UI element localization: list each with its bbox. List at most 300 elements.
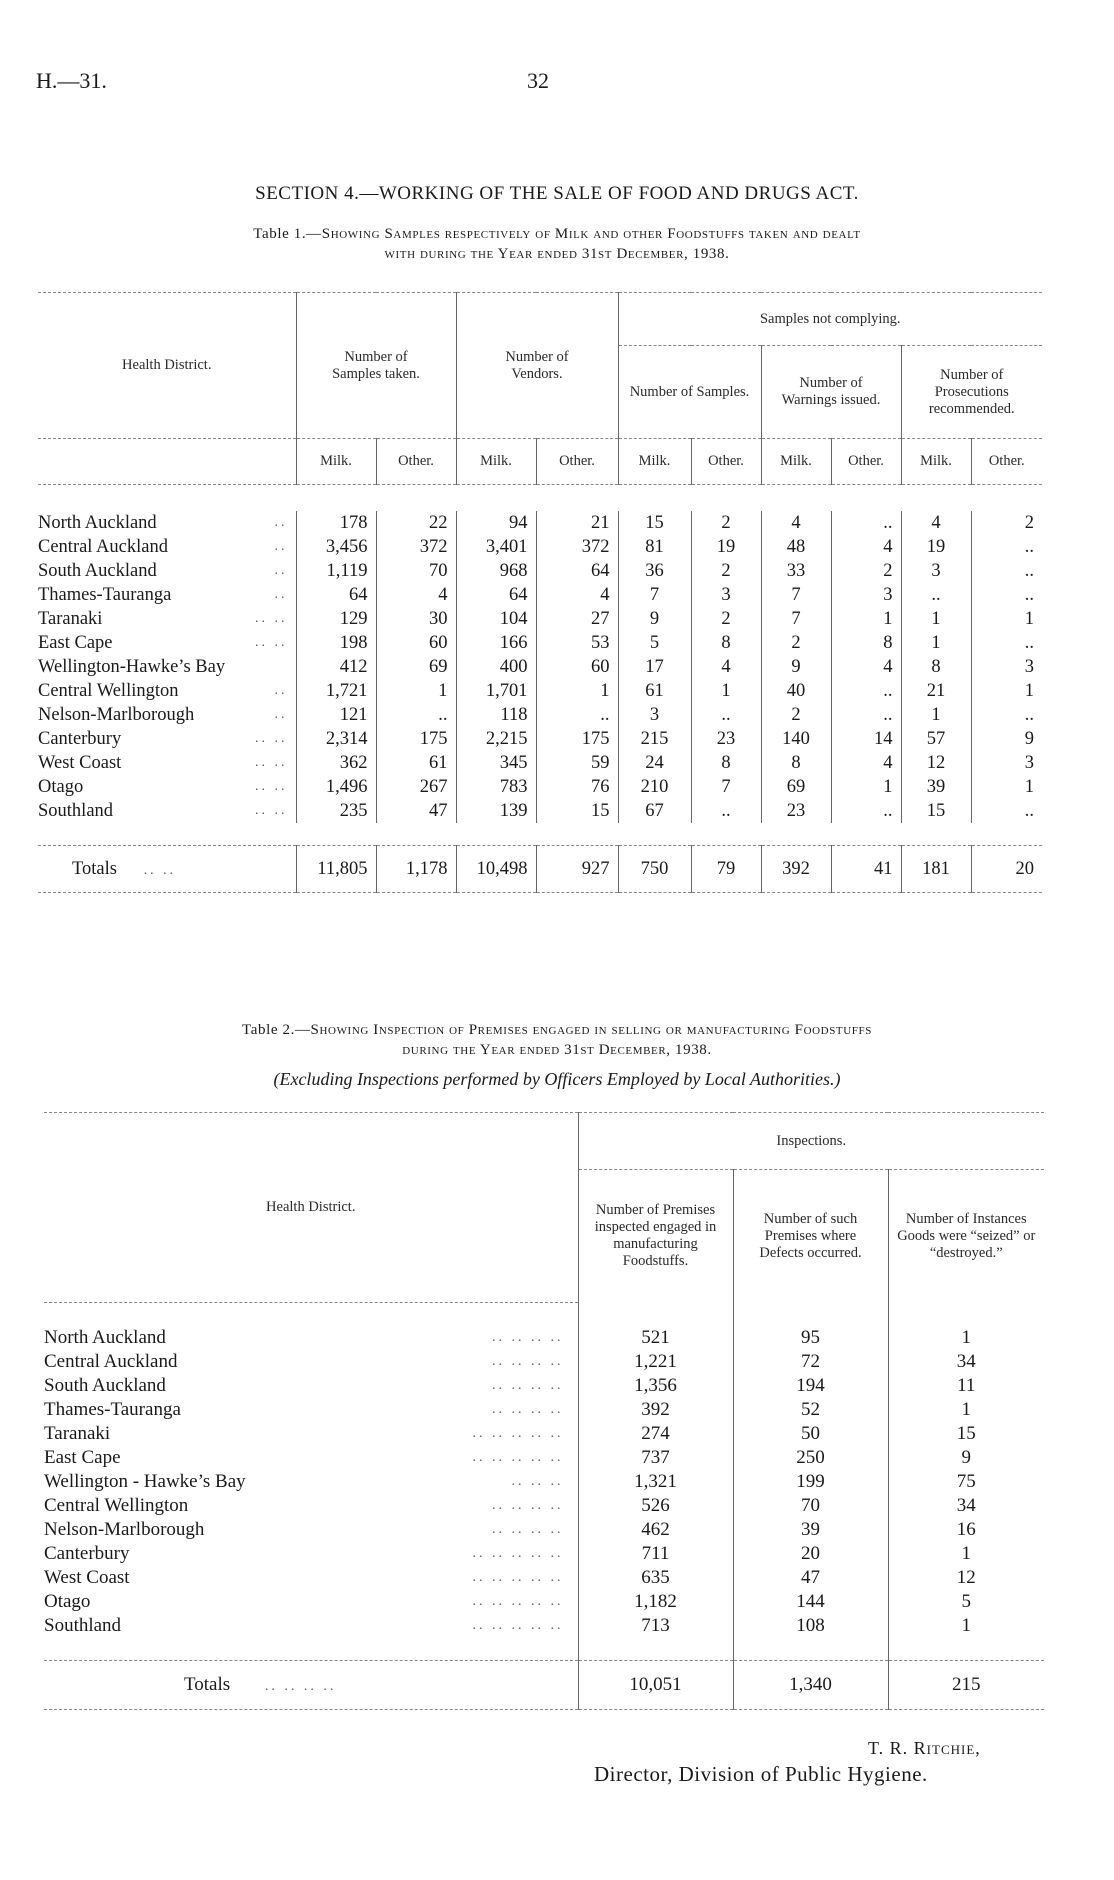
table-cell: 129	[296, 607, 376, 631]
total-cell: 10,498	[456, 846, 536, 893]
district-name: Thames-Tauranga	[38, 585, 172, 605]
table-cell: ..	[971, 583, 1042, 607]
table-row	[38, 679, 1042, 703]
table-cell: 20	[733, 1542, 888, 1566]
table-cell: 166	[456, 631, 536, 655]
table-row	[38, 655, 1042, 679]
table-cell: 7	[761, 607, 831, 631]
col-inspections: Inspections.	[578, 1113, 1044, 1170]
district-cell	[44, 1590, 578, 1614]
table2-grid	[44, 1112, 1044, 1710]
table-cell: 19	[901, 535, 971, 559]
total-cell: 1,178	[376, 846, 456, 893]
table-cell: 175	[376, 727, 456, 751]
col-samples-taken: Number of Samples taken.	[296, 293, 456, 439]
table-cell: 400	[456, 655, 536, 679]
col-defects-occurred: Number of such Premises where Defects occurred.	[733, 1170, 888, 1303]
district-name: Canterbury	[44, 1543, 130, 1564]
leader-dots: .. .. .. ..	[492, 1330, 564, 1345]
table-row	[44, 1494, 1044, 1518]
table1-caption-line2: with during the Year ended 31st December, 1938.	[384, 246, 730, 262]
table-cell: 968	[456, 559, 536, 583]
table-cell: 2	[691, 559, 761, 583]
table-cell: 69	[376, 655, 456, 679]
table-row	[38, 775, 1042, 799]
table-cell: 8	[691, 631, 761, 655]
district-name: Canterbury	[38, 729, 122, 749]
leader-dots: ..	[274, 683, 288, 698]
table-cell: ..	[971, 703, 1042, 727]
table-cell: 12	[901, 751, 971, 775]
district-name: North Auckland	[44, 1327, 166, 1348]
table-cell: 3	[691, 583, 761, 607]
district-name: East Cape	[44, 1447, 121, 1468]
table-cell: ..	[831, 511, 901, 535]
table-cell: 462	[578, 1518, 733, 1542]
district-name: Central Auckland	[38, 537, 168, 557]
table-cell: 2,314	[296, 727, 376, 751]
table-cell: 2	[691, 511, 761, 535]
table-cell: 47	[733, 1566, 888, 1590]
table-cell: 9	[761, 655, 831, 679]
district-cell	[38, 751, 296, 775]
table-row	[44, 1566, 1044, 1590]
table-cell: 1	[536, 679, 618, 703]
district-name: Central Wellington	[44, 1495, 189, 1516]
table-cell: ..	[376, 703, 456, 727]
district-cell	[38, 511, 296, 535]
table-cell: 2	[761, 631, 831, 655]
leader-dots: .. .. .. .. ..	[472, 1450, 564, 1465]
table-row	[38, 559, 1042, 583]
total-cell: 750	[618, 846, 691, 893]
table-cell: 3	[901, 559, 971, 583]
table-row	[44, 1374, 1044, 1398]
table-cell: 362	[296, 751, 376, 775]
table-cell: 17	[618, 655, 691, 679]
subcol-milk: Milk.	[456, 439, 536, 485]
subcol-milk: Milk.	[901, 439, 971, 485]
table-cell: 1,701	[456, 679, 536, 703]
table-cell: 412	[296, 655, 376, 679]
district-name: Southland	[38, 801, 114, 821]
district-name: West Coast	[38, 753, 122, 773]
table-row	[44, 1614, 1044, 1638]
district-cell	[38, 583, 296, 607]
subcol-other: Other.	[691, 439, 761, 485]
total-cell: 11,805	[296, 846, 376, 893]
leader-dots: .. .. ..	[511, 1474, 564, 1489]
document-code: H.—31.	[36, 68, 107, 93]
table-cell: 57	[901, 727, 971, 751]
table-cell: 144	[733, 1590, 888, 1614]
table-cell: 69	[761, 775, 831, 799]
total-cell: 10,051	[578, 1661, 733, 1710]
table-cell: 4	[831, 751, 901, 775]
table-cell: 2	[691, 607, 761, 631]
table1-caption-lead: Table 1.—	[253, 226, 322, 242]
table-cell: 24	[618, 751, 691, 775]
table-cell: 67	[618, 799, 691, 823]
table-cell: 104	[456, 607, 536, 631]
table-row	[38, 535, 1042, 559]
table-cell: 1	[831, 775, 901, 799]
table2-body	[44, 1302, 1044, 1661]
table-cell: 8	[691, 751, 761, 775]
table-cell: 7	[618, 583, 691, 607]
district-cell	[38, 559, 296, 583]
total-cell: 1,340	[733, 1661, 888, 1710]
table-cell: 1	[971, 775, 1042, 799]
table-row	[38, 703, 1042, 727]
table-cell: 36	[618, 559, 691, 583]
table-cell: ..	[691, 799, 761, 823]
district-cell	[38, 727, 296, 751]
total-cell: 20	[971, 846, 1042, 893]
leader-dots: .. .. .. ..	[492, 1354, 564, 1369]
leader-dots: .. .. .. .. ..	[472, 1594, 564, 1609]
table-cell: 521	[578, 1326, 733, 1350]
table-cell: 33	[761, 559, 831, 583]
table-cell: 1	[888, 1542, 1044, 1566]
district-cell	[38, 799, 296, 823]
table-cell: 50	[733, 1422, 888, 1446]
table-cell: 70	[376, 559, 456, 583]
table-row	[44, 1518, 1044, 1542]
table2-caption-lead: Table 2.—	[242, 1022, 311, 1038]
table-cell: 27	[536, 607, 618, 631]
district-name: Central Wellington	[38, 681, 179, 701]
table-cell: 61	[618, 679, 691, 703]
table-cell: 19	[691, 535, 761, 559]
table-cell: 81	[618, 535, 691, 559]
table-cell: ..	[831, 799, 901, 823]
table-cell: 1,119	[296, 559, 376, 583]
table-cell: 1,221	[578, 1350, 733, 1374]
leader-dots: .. .. .. .. ..	[472, 1426, 564, 1441]
district-cell	[44, 1614, 578, 1638]
table-cell: 1,496	[296, 775, 376, 799]
table-cell: 1,721	[296, 679, 376, 703]
leader-dots: .. ..	[255, 803, 288, 818]
section-title: SECTION 4.—WORKING OF THE SALE OF FOOD AND DRUGS ACT.	[255, 183, 859, 204]
table-cell: 23	[761, 799, 831, 823]
col-premises-inspected: Number of Premises inspected engaged in manufacturing Foodstuffs.	[578, 1170, 733, 1303]
table-cell: 140	[761, 727, 831, 751]
table-row	[38, 583, 1042, 607]
leader-dots: ..	[274, 707, 288, 722]
table-cell: 1	[376, 679, 456, 703]
page-number: 32	[527, 68, 549, 93]
leader-dots: .. .. .. ..	[264, 1679, 337, 1694]
district-cell	[38, 631, 296, 655]
leader-dots: .. .. .. ..	[492, 1522, 564, 1537]
table-cell: 9	[971, 727, 1042, 751]
table-cell: ..	[536, 703, 618, 727]
table-cell: 194	[733, 1374, 888, 1398]
subcol-other: Other.	[536, 439, 618, 485]
district-cell	[44, 1326, 578, 1350]
table1-body	[38, 485, 1042, 846]
total-cell: 215	[888, 1661, 1044, 1710]
col-number-of-samples: Number of Samples.	[618, 346, 761, 439]
table-cell: 4	[376, 583, 456, 607]
table-cell: 345	[456, 751, 536, 775]
table-cell: 3	[971, 751, 1042, 775]
table-cell: 3	[831, 583, 901, 607]
table-cell: 40	[761, 679, 831, 703]
district-name: East Cape	[38, 633, 113, 653]
totals-label: Totals	[184, 1674, 231, 1695]
table-cell: 15	[618, 511, 691, 535]
col-vendors: Number of Vendors.	[456, 293, 618, 439]
table-cell: 4	[536, 583, 618, 607]
table-cell: 64	[536, 559, 618, 583]
total-cell: 181	[901, 846, 971, 893]
table-cell: 1	[888, 1326, 1044, 1350]
district-cell	[44, 1518, 578, 1542]
table2-totals-row	[44, 1661, 1044, 1710]
table2-note: (Excluding Inspections performed by Officers Employed by Local Authorities.)	[273, 1069, 841, 1089]
table-row	[44, 1398, 1044, 1422]
table-row	[44, 1446, 1044, 1470]
table-cell: 47	[376, 799, 456, 823]
col-warnings-issued: Number of Warnings issued.	[761, 346, 901, 439]
table-cell: 34	[888, 1350, 1044, 1374]
district-name: Nelson-Marlborough	[44, 1519, 205, 1540]
table-cell: 8	[831, 631, 901, 655]
spacer-row	[38, 823, 1042, 846]
table-cell: 4	[691, 655, 761, 679]
table-cell: ..	[971, 535, 1042, 559]
leader-dots: .. ..	[255, 755, 288, 770]
leader-dots: .. .. .. ..	[492, 1498, 564, 1513]
signature-title: Director, Division of Public Hygiene.	[594, 1762, 928, 1786]
leader-dots: ..	[274, 515, 288, 530]
table-cell: 34	[888, 1494, 1044, 1518]
table-cell: 8	[901, 655, 971, 679]
table-row	[44, 1590, 1044, 1614]
table-cell: 1	[971, 679, 1042, 703]
table-cell: 118	[456, 703, 536, 727]
table-row	[44, 1470, 1044, 1494]
signature-name: T. R. Ritchie,	[868, 1738, 981, 1758]
table2	[44, 1112, 1044, 1710]
table-cell: 15	[536, 799, 618, 823]
table-cell: 72	[733, 1350, 888, 1374]
table-cell: 60	[376, 631, 456, 655]
table-cell: 64	[456, 583, 536, 607]
table-cell: 4	[901, 511, 971, 535]
leader-dots: .. ..	[255, 731, 288, 746]
leader-dots: .. ..	[255, 635, 288, 650]
subcol-other: Other.	[376, 439, 456, 485]
table-cell: 267	[376, 775, 456, 799]
table-cell: 198	[296, 631, 376, 655]
col-goods-seized: Number of Instances Goods were “seized” or “destroyed.”	[888, 1170, 1044, 1303]
table-cell: 39	[901, 775, 971, 799]
table-cell: 1,321	[578, 1470, 733, 1494]
district-name: Wellington-Hawke’s Bay	[38, 657, 226, 677]
table-row	[38, 799, 1042, 823]
table2-caption-line2: during the Year ended 31st December, 1938.	[402, 1042, 712, 1058]
table-row	[44, 1326, 1044, 1350]
subcol-other: Other.	[831, 439, 901, 485]
leader-dots: .. .. .. .. ..	[472, 1618, 564, 1633]
district-cell	[44, 1494, 578, 1518]
table-cell: 52	[733, 1398, 888, 1422]
table-row	[44, 1422, 1044, 1446]
table-cell: 121	[296, 703, 376, 727]
table2-caption	[30, 1020, 1084, 1060]
totals-label: Totals	[72, 858, 117, 879]
table-cell: 1	[971, 607, 1042, 631]
table-cell: 39	[733, 1518, 888, 1542]
table-cell: 3	[618, 703, 691, 727]
table-cell: 635	[578, 1566, 733, 1590]
district-cell	[44, 1566, 578, 1590]
table-cell: 1,356	[578, 1374, 733, 1398]
table-cell: 1,182	[578, 1590, 733, 1614]
table1-totals-row	[38, 846, 1042, 893]
table-cell: 372	[536, 535, 618, 559]
table-cell: 11	[888, 1374, 1044, 1398]
table-cell: 3,456	[296, 535, 376, 559]
table-cell: 75	[888, 1470, 1044, 1494]
district-name: Taranaki	[44, 1423, 111, 1444]
table-cell: ..	[971, 631, 1042, 655]
table-row	[44, 1350, 1044, 1374]
table-cell: 22	[376, 511, 456, 535]
table-row	[38, 751, 1042, 775]
district-name: Taranaki	[38, 609, 103, 629]
table-cell: 7	[761, 583, 831, 607]
total-cell: 41	[831, 846, 901, 893]
table-cell: 178	[296, 511, 376, 535]
total-cell: 392	[761, 846, 831, 893]
district-cell	[44, 1422, 578, 1446]
district-name: Southland	[44, 1615, 122, 1636]
table-cell: ..	[831, 679, 901, 703]
district-cell	[44, 1542, 578, 1566]
district-name: Thames-Tauranga	[44, 1399, 181, 1420]
table-cell: ..	[901, 583, 971, 607]
table-cell: 274	[578, 1422, 733, 1446]
table-cell: 1	[888, 1614, 1044, 1638]
table-cell: 783	[456, 775, 536, 799]
table-cell: ..	[971, 559, 1042, 583]
table-cell: 15	[901, 799, 971, 823]
col-health-district: Health District.	[122, 357, 212, 373]
district-cell	[44, 1398, 578, 1422]
table-cell: 1	[901, 631, 971, 655]
district-cell	[38, 607, 296, 631]
total-cell: 79	[691, 846, 761, 893]
table-cell: 526	[578, 1494, 733, 1518]
table-cell: 1	[831, 607, 901, 631]
table-cell: 199	[733, 1470, 888, 1494]
col-health-district: Health District.	[266, 1198, 356, 1215]
district-cell	[38, 703, 296, 727]
district-cell	[44, 1374, 578, 1398]
table-cell: 392	[578, 1398, 733, 1422]
table-cell: ..	[831, 703, 901, 727]
leader-dots: ..	[274, 587, 288, 602]
table-cell: 23	[691, 727, 761, 751]
table-cell: 737	[578, 1446, 733, 1470]
table-cell: 1	[691, 679, 761, 703]
table-cell: 5	[888, 1590, 1044, 1614]
table1-caption-line1: Showing Samples respectively of Milk and other Foodstuffs taken and dealt	[321, 226, 861, 242]
table-cell: 53	[536, 631, 618, 655]
leader-dots: ..	[274, 563, 288, 578]
table-cell: 15	[888, 1422, 1044, 1446]
table-cell: 59	[536, 751, 618, 775]
district-name: Wellington - Hawke’s Bay	[44, 1471, 246, 1492]
district-cell	[38, 535, 296, 559]
table-cell: 2	[761, 703, 831, 727]
table-cell: 372	[376, 535, 456, 559]
table-cell: 711	[578, 1542, 733, 1566]
leader-dots: .. ..	[255, 611, 288, 626]
district-name: Otago	[38, 777, 84, 797]
district-cell	[38, 655, 296, 679]
table-cell: 9	[888, 1446, 1044, 1470]
col-samples-not-complying: Samples not complying.	[618, 293, 1042, 346]
table-cell: 7	[691, 775, 761, 799]
table-cell: 175	[536, 727, 618, 751]
table1-grid	[38, 292, 1042, 893]
table-cell: 16	[888, 1518, 1044, 1542]
district-name: South Auckland	[44, 1375, 166, 1396]
table-cell: 64	[296, 583, 376, 607]
table-cell: 1	[901, 607, 971, 631]
table-cell: 3,401	[456, 535, 536, 559]
table-cell: 60	[536, 655, 618, 679]
subcol-other: Other.	[971, 439, 1042, 485]
table-cell: ..	[971, 799, 1042, 823]
table-cell: 4	[831, 655, 901, 679]
leader-dots: .. .. .. .. ..	[472, 1546, 564, 1561]
table-cell: 70	[733, 1494, 888, 1518]
table-cell: 4	[831, 535, 901, 559]
table-cell: 95	[733, 1326, 888, 1350]
table-cell: 21	[536, 511, 618, 535]
table-cell: 9	[618, 607, 691, 631]
table-cell: 108	[733, 1614, 888, 1638]
table-cell: 8	[761, 751, 831, 775]
subcol-milk: Milk.	[761, 439, 831, 485]
district-cell	[44, 1470, 578, 1494]
table-cell: 21	[901, 679, 971, 703]
table-cell: 2,215	[456, 727, 536, 751]
table2-caption-line1: Showing Inspection of Premises engaged in selling or manufacturing Foodstuffs	[310, 1022, 872, 1038]
table-row	[38, 607, 1042, 631]
district-name: Nelson-Marlborough	[38, 705, 195, 725]
district-name: North Auckland	[38, 513, 157, 533]
leader-dots: .. .. .. ..	[492, 1378, 564, 1393]
table-cell: 61	[376, 751, 456, 775]
table-row	[38, 631, 1042, 655]
table-cell: 2	[831, 559, 901, 583]
table-cell: 94	[456, 511, 536, 535]
table-cell: 713	[578, 1614, 733, 1638]
district-cell	[38, 679, 296, 703]
table-cell: 14	[831, 727, 901, 751]
table1-caption	[30, 224, 1084, 264]
table-cell: 4	[761, 511, 831, 535]
district-name: Otago	[44, 1591, 91, 1612]
